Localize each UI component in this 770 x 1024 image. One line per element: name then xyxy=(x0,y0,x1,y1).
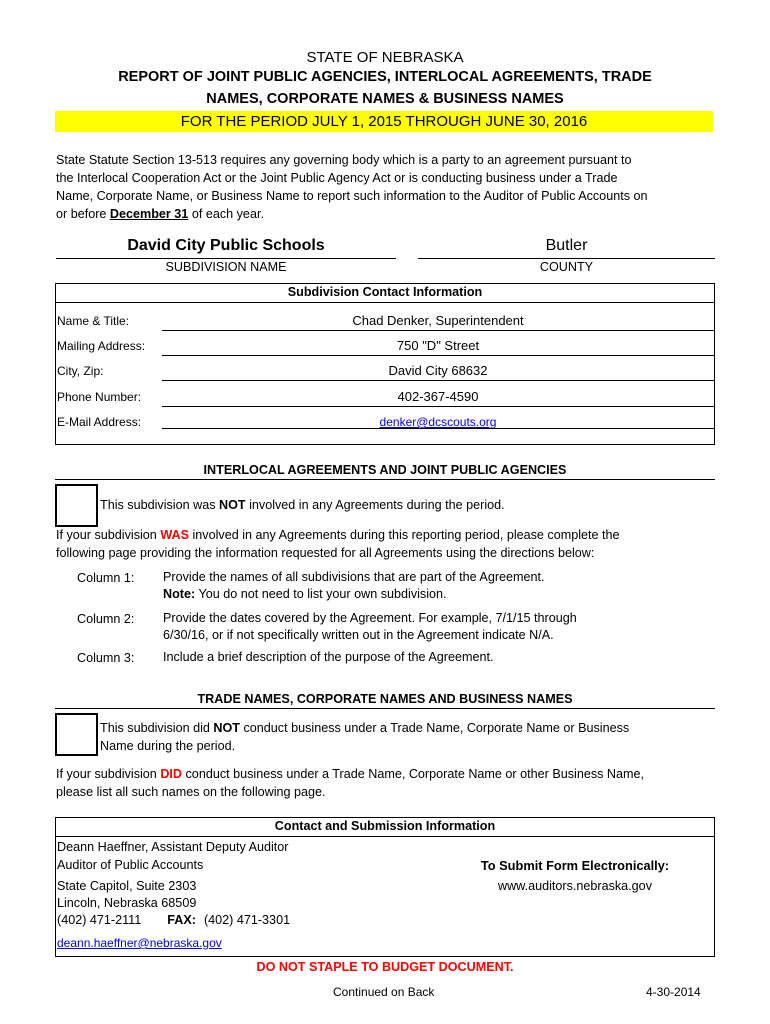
mailing-address-label: Mailing Address: xyxy=(57,339,146,353)
intro-line: or before December 31 of each year. xyxy=(56,207,264,221)
submission-info-title: Contact and Submission Information xyxy=(274,819,496,833)
name-title-label: Name & Title: xyxy=(57,314,130,328)
auditor-address-line2: Lincoln, Nebraska 68509 xyxy=(57,896,197,910)
email-address-underline xyxy=(162,428,714,429)
phone-number-field[interactable]: 402-367-4590 xyxy=(397,389,479,404)
fax-label: FAX: xyxy=(167,913,196,927)
county-label: COUNTY xyxy=(539,260,594,274)
phone-number-underline xyxy=(162,406,714,407)
column-3-label: Column 3: xyxy=(77,651,135,665)
column-1-label: Column 1: xyxy=(77,571,135,585)
name-title-underline xyxy=(162,330,714,331)
trade-names-section-title: TRADE NAMES, CORPORATE NAMES AND BUSINESS NAMES xyxy=(197,692,573,706)
subdivision-name-label: SUBDIVISION NAME xyxy=(165,260,287,274)
auditor-email-link[interactable]: deann.haeffner@nebraska.gov xyxy=(57,936,222,950)
trade-names-section-rule xyxy=(55,708,715,709)
mailing-address-field[interactable]: 750 "D" Street xyxy=(396,338,480,353)
auditor-phone: (402) 471-2111 xyxy=(57,913,142,927)
reporting-period-banner: FOR THE PERIOD JULY 1, 2015 THROUGH JUNE 30, 2016 xyxy=(55,111,713,132)
city-zip-field[interactable]: David City 68632 xyxy=(388,363,488,378)
email-address-field[interactable] xyxy=(162,414,714,429)
deadline-date: December 31 xyxy=(109,207,189,221)
form-revision-date: 4-30-2014 xyxy=(646,985,701,999)
contact-info-title: Subdivision Contact Information xyxy=(287,285,483,299)
interlocal-section-rule xyxy=(55,479,715,480)
note-label: Note: xyxy=(163,587,196,601)
intro-line: Name, Corporate Name, or Business Name to report such information to the Auditor of Public Accounts on xyxy=(56,189,648,203)
was-emphasis: WAS xyxy=(160,528,189,542)
auditor-fax: (402) 471-3301 xyxy=(203,913,291,927)
mailing-address-underline xyxy=(162,355,714,356)
county-underline xyxy=(418,258,715,259)
name-title-field[interactable]: Chad Denker, Superintendent xyxy=(352,313,524,328)
no-agreements-statement: This subdivision was NOT involved in any Agreements during the period. xyxy=(100,498,505,512)
auditor-office: Auditor of Public Accounts xyxy=(57,858,204,872)
column-2-description: Provide the dates covered by the Agreement. For example, 7/1/15 through 6/30/16, or if not specifically written out in the Agreement indicate N/A. xyxy=(163,611,577,642)
city-zip-label: City, Zip: xyxy=(57,364,104,378)
subdivision-name-underline xyxy=(56,258,396,259)
email-link[interactable]: denker@dcscouts.org xyxy=(379,415,497,429)
trade-names-instructions: If your subdivision DID conduct business under a Trade Name, Corporate Name or other Business Name, please list all such names on the following page. xyxy=(56,767,645,799)
state-heading: STATE OF NEBRASKA xyxy=(306,49,464,66)
city-zip-underline xyxy=(162,380,714,381)
column-1-description: Provide the names of all subdivisions that are part of the Agreement. Note: You do not need to list your own subdivision. xyxy=(163,570,545,601)
no-agreements-checkbox[interactable] xyxy=(55,484,98,527)
auditor-email xyxy=(57,934,222,952)
report-title-line2: NAMES, CORPORATE NAMES & BUSINESS NAMES xyxy=(206,91,564,107)
email-address-label: E-Mail Address: xyxy=(57,415,142,429)
no-trade-names-checkbox[interactable] xyxy=(55,713,98,756)
agreements-instructions: If your subdivision WAS involved in any Agreements during this reporting period, please complete the following page providing the information requested for all Agreements using the directions below: xyxy=(56,528,620,560)
auditor-phone-fax xyxy=(57,913,290,927)
report-title-line1: REPORT OF JOINT PUBLIC AGENCIES, INTERLOCAL AGREEMENTS, TRADE xyxy=(118,69,652,85)
column-2-label: Column 2: xyxy=(77,612,135,626)
no-staple-warning: DO NOT STAPLE TO BUDGET DOCUMENT. xyxy=(256,960,514,974)
auditor-address-line1: State Capitol, Suite 2303 xyxy=(57,879,197,893)
intro-line: State Statute Section 13-513 requires any governing body which is a party to an agreement pursuant to xyxy=(56,153,632,167)
auditor-website[interactable]: www.auditors.nebraska.gov xyxy=(497,879,652,893)
column-3-description: Include a brief description of the purpose of the Agreement. xyxy=(163,650,494,664)
no-trade-names-statement: This subdivision did NOT conduct business under a Trade Name, Corporate Name or Business Name during the period. xyxy=(100,721,630,753)
intro-line: the Interlocal Cooperation Act or the Joint Public Agency Act or is conducting business under a Trade xyxy=(56,171,618,185)
phone-number-label: Phone Number: xyxy=(57,390,142,404)
auditor-contact-name: Deann Haeffner, Assistant Deputy Auditor xyxy=(57,840,289,854)
county-value[interactable]: Butler xyxy=(545,237,588,254)
electronic-submission-label: To Submit Form Electronically: xyxy=(480,858,670,873)
continued-on-back: Continued on Back xyxy=(333,985,435,999)
subdivision-name-value[interactable]: David City Public Schools xyxy=(127,237,325,254)
intro-paragraph xyxy=(56,151,716,223)
interlocal-section-title: INTERLOCAL AGREEMENTS AND JOINT PUBLIC AGENCIES xyxy=(203,463,567,477)
did-emphasis: DID xyxy=(160,767,183,781)
